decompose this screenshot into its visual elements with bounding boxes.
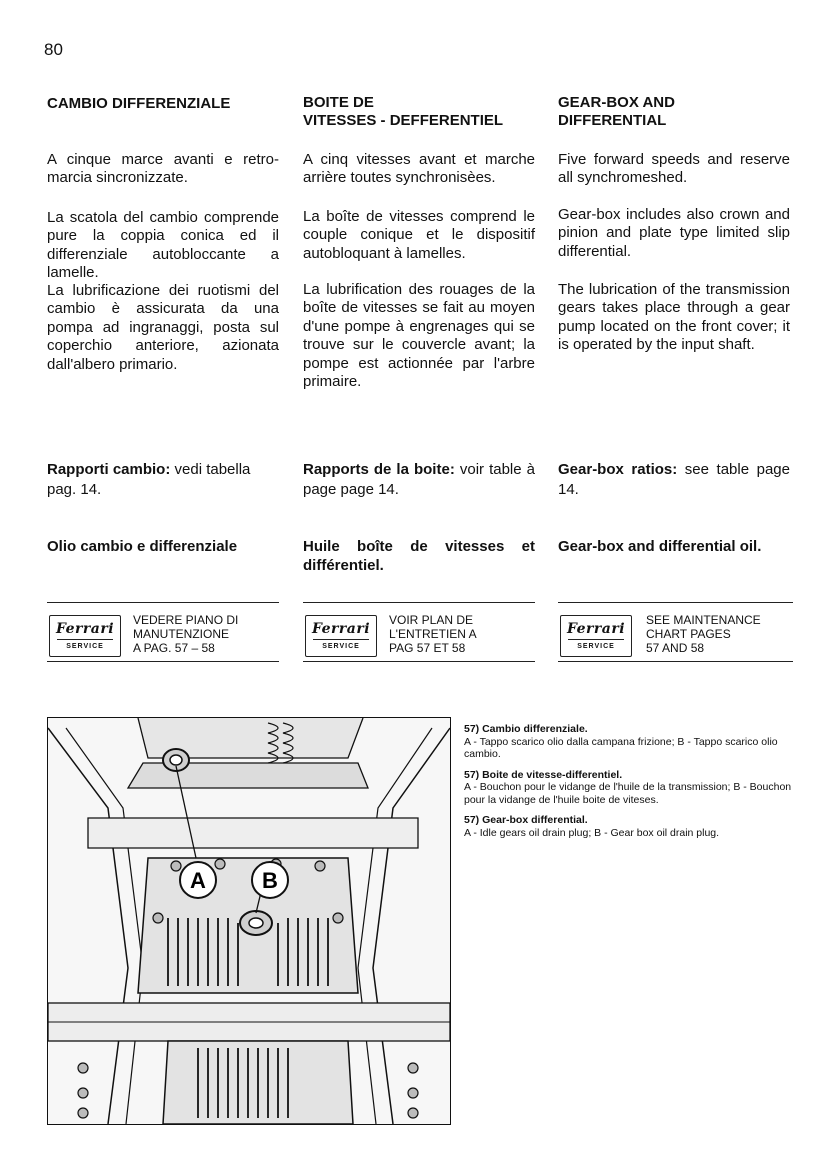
ratios-italian [47, 460, 279, 500]
caption-french-title: 57) Boite de vitesse-differentiel. [464, 768, 623, 781]
service-box-english [558, 602, 793, 662]
service-box-italian [47, 602, 279, 662]
logo-divider [57, 639, 113, 640]
ratios-english-label: Gear-box ratios: [558, 461, 678, 478]
caption-italian-text: A - Tappo scarico olio dalla campana frizione; B - Tappo scarico olio cambio. [464, 735, 778, 760]
column-italian [47, 94, 279, 113]
desc-french-2: La lubrification des rouages de la boîte de vitesses se fait au moyen d'une pompe à engrenages qui se trouve sur le couvercle avant; la pompe est actionnée par l'arbre primaire. [303, 281, 535, 391]
logo-service: SERVICE [66, 642, 104, 650]
oil-heading-english: Gear-box and differential oil. [558, 538, 762, 555]
caption-english-text: A - Idle gears oil drain plug; B - Gear box oil drain plug. [464, 826, 720, 839]
desc-english-2: The lubrication of the transmission gears takes place through a gear pump located on the front cover; it is operated by the input shaft. [558, 281, 790, 354]
desc-english-1: Gear-box includes also crown and pinion and plate type limited slip differential. [558, 206, 790, 260]
logo-divider [313, 639, 369, 640]
ratios-french-text: voir table à page page 14. [303, 461, 535, 498]
ferrari-service-logo [305, 615, 377, 657]
ratios-italian-label: Rapporti cambio: [47, 461, 171, 478]
service-box-french [303, 602, 535, 662]
caption-english [464, 814, 804, 839]
logo-brand: Ferrari [55, 620, 115, 637]
ferrari-service-logo [49, 615, 121, 657]
gearbox-drawing [48, 718, 450, 1124]
logo-brand: Ferrari [311, 620, 371, 637]
intro-french: A cinq vitesses avant et marche arrière toutes synchronisèes. [303, 151, 535, 187]
desc-french-1: La boîte de vitesses comprend le couple conique et le dispositif autobloquant à lamelles. [303, 208, 535, 262]
ratios-english-text: see table page 14. [558, 461, 790, 498]
ratios-italian-text: vedi tabella pag. 14. [47, 461, 251, 498]
ratios-french-label: Rapports de la boite: [303, 461, 455, 478]
caption-french [464, 769, 804, 807]
desc-italian-2: La lubrificazione dei ruotismi del cambio è assicurata da una pompa ad ingranaggi, posta sul coperchio anteriore, azionata dall'albero primario. [47, 282, 279, 373]
logo-service: SERVICE [322, 642, 360, 650]
desc-italian-1: La scatola del cambio comprende pure la coppia conica ed il differenziale autobloccante a lamelle. [47, 209, 279, 282]
heading-english: GEAR-BOX AND DIFFERENTIAL [558, 94, 675, 129]
ferrari-service-logo [560, 615, 632, 657]
oil-heading-french: Huile boîte de vitesses et différentiel. [303, 538, 535, 574]
logo-brand: Ferrari [566, 620, 626, 637]
caption-english-title: 57) Gear-box differential. [464, 814, 588, 826]
heading-italian: CAMBIO DIFFERENZIALE [47, 95, 231, 112]
service-text-french: VOIR PLAN DE L'ENTRETIEN A PAG 57 ET 58 [389, 613, 477, 655]
callout-a: A [190, 868, 206, 893]
gearbox-illustration [47, 717, 451, 1125]
intro-english: Five forward speeds and reserve all synchromeshed. [558, 151, 790, 187]
ratios-french [303, 460, 535, 500]
caption-italian [464, 723, 804, 761]
column-french [303, 94, 535, 130]
ratios-english [558, 460, 790, 500]
caption-french-text: A - Bouchon pour le vidange de l'huile de la transmission; B - Bouchon pour la vidange de l'huile boite de viteses. [464, 781, 792, 806]
page-number: 80 [44, 40, 63, 59]
service-text-italian: VEDERE PIANO DI MANUTENZIONE A PAG. 57 – 58 [133, 613, 239, 655]
caption-italian-title: 57) Cambio differenziale. [464, 723, 588, 735]
oil-heading-italian: Olio cambio e differenziale [47, 538, 238, 555]
callout-b: B [262, 868, 278, 893]
column-english [558, 94, 790, 130]
service-text-english: SEE MAINTENANCE CHART PAGES 57 AND 58 [646, 613, 761, 655]
figure-captions [464, 723, 804, 847]
intro-italian: A cinque marce avanti e retro-marcia sincronizzate. [47, 151, 279, 187]
heading-french: BOITE DE VITESSES - DEFFERENTIEL [303, 94, 504, 129]
logo-divider [568, 639, 624, 640]
logo-service: SERVICE [577, 642, 615, 650]
